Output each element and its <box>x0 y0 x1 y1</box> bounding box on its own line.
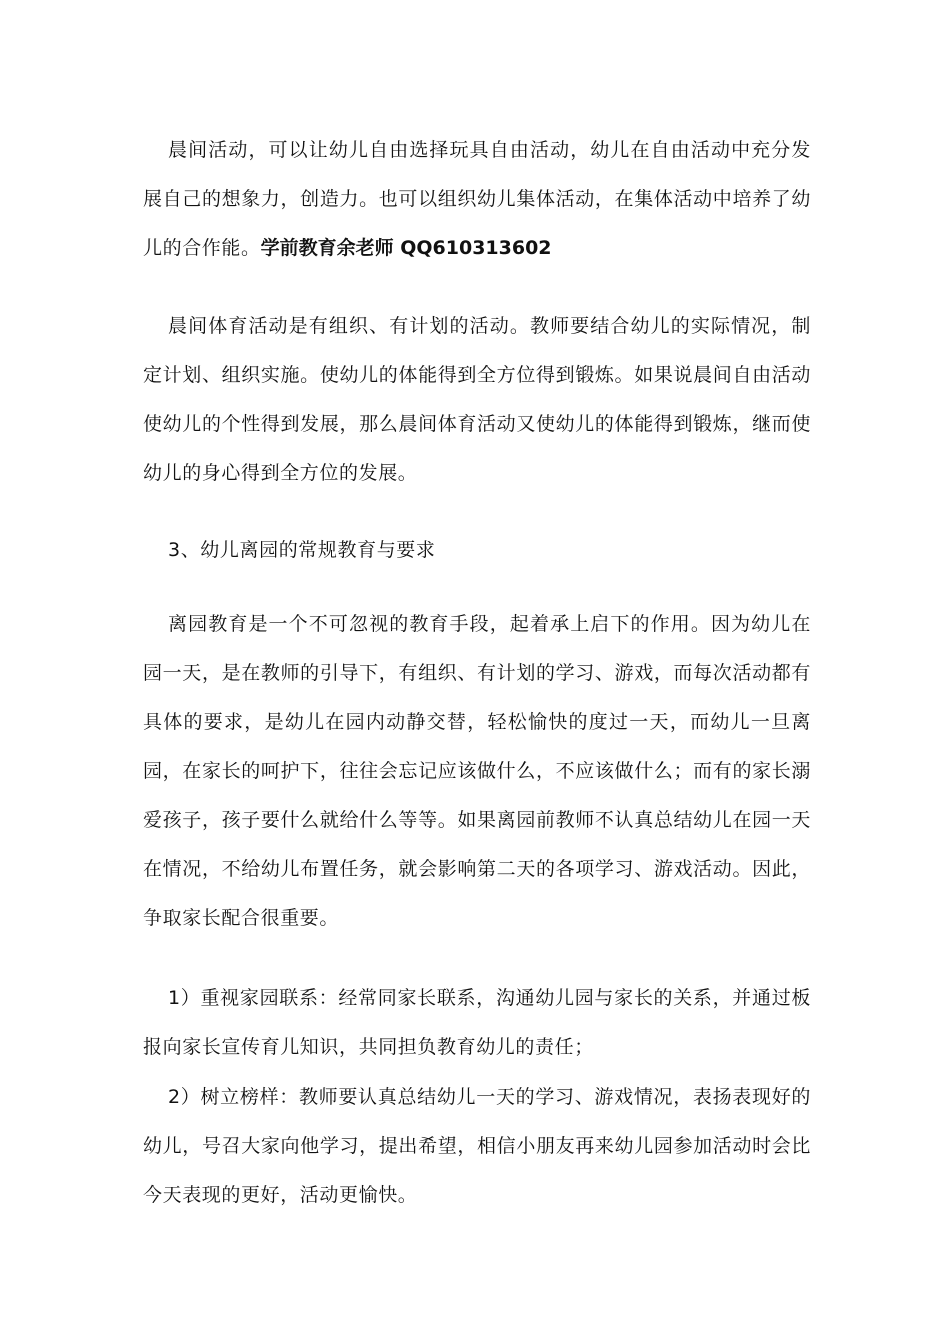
paragraph-departure-education: 离园教育是一个不可忽视的教育手段，起着承上启下的作用。因为幼儿在园一天，是在教师的引导下，有组织、有计划的学习、游戏，而每次活动都有具体的要求，是幼儿在园内动静交替，轻松愉快的度过一天，而幼儿一旦离园，在家长的呵护下，往往会忘记应该做什么，不应该做什么；而有的家长溺爱孩子，孩子要什么就给什么等等。如果离园前教师不认真总结幼儿在园一天在情况，不给幼儿布置任务，就会影响第二天的各项学习、游戏活动。因此，争取家长配合很重要。 <box>143 613 811 929</box>
section-heading-departure-education: 3、幼儿离园的常规教育与要求 <box>168 539 436 561</box>
paragraph-morning-sports: 晨间体育活动是有组织、有计划的活动。教师要结合幼儿的实际情况，制定计划、组织实施。使幼儿的体能得到全方位得到锻炼。如果说晨间自由活动使幼儿的个性得到发展，那么晨间体育活动又使幼儿的体能得到锻炼，继而使幼儿的身心得到全方位的发展。 <box>143 315 811 484</box>
paragraph-text: 晨间活动，可以让幼儿自由选择玩具自由活动，幼儿在自由活动中充分发展自己的想象力，创造力。也可以组织幼儿集体活动，在集体活动中培养了幼儿的合作能。 <box>143 139 811 259</box>
paragraph-morning-activities <box>143 126 811 273</box>
list-item-set-example: 2）树立榜样：教师要认真总结幼儿一天的学习、游戏情况，表扬表现好的幼儿，号召大家向他学习，提出希望，相信小朋友再来幼儿园参加活动时会比今天表现的更好，活动更愉快。 <box>143 1086 811 1206</box>
author-contact-label: 学前教育余老师 QQ610313602 <box>260 237 552 259</box>
list-item-home-school-contact: 1）重视家园联系：经常同家长联系，沟通幼儿园与家长的关系，并通过板报向家长宣传育儿知识，共同担负教育幼儿的责任； <box>143 987 811 1058</box>
